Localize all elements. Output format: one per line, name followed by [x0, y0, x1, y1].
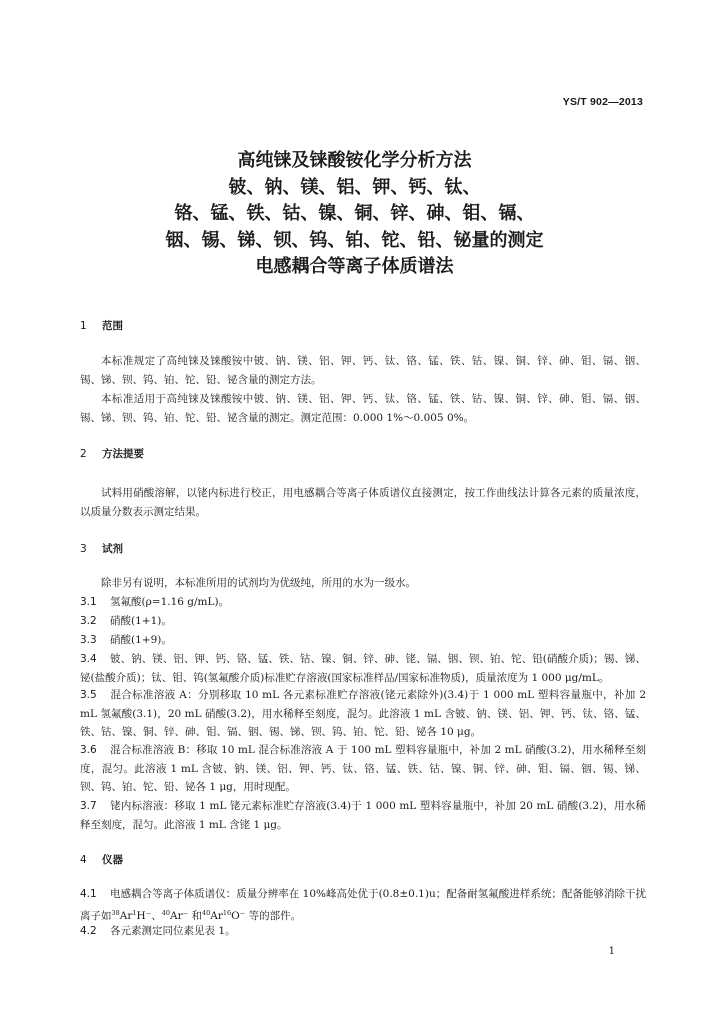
- item-text: 硝酸(1+1)。: [110, 615, 172, 627]
- item-text: Ar: [119, 909, 133, 922]
- item-text: 铑内标溶液：移取 1 mL 铑元素标准贮存溶液(3.4)于 1 000 mL 塑料容量瓶中，补加 20 mL 硝酸(3.2)，用水稀释至刻度，混匀。此溶液 1 mL 含铑 1 μg。: [80, 800, 646, 831]
- item-number: 4.2: [80, 925, 97, 937]
- title-line: 铬、锰、铁、钴、镍、铜、锌、砷、钼、镉、: [174, 203, 535, 224]
- list-item: [80, 612, 646, 631]
- isotope-mass: 40: [161, 908, 171, 917]
- page-number: 1: [608, 946, 615, 957]
- title-line: 铟、锡、锑、钡、钨、铂、铊、铅、铋量的测定: [165, 229, 544, 251]
- item-number: 3.4: [80, 653, 97, 665]
- section-2-para-1: 试料用硝酸溶解，以铑内标进行校正，用电感耦合等离子体质谱仪直接测定，按工作曲线法计算各元素的质量浓度，以质量分数表示测定结果。: [80, 487, 646, 518]
- isotope-mass: 1: [132, 908, 137, 917]
- item-text: Ar⁻ 和: [170, 909, 202, 922]
- item-number: 3.5: [80, 689, 97, 701]
- list-item: [80, 631, 646, 650]
- item-text: 混合标准溶液 A：分别移取 10 mL 各元素标准贮存溶液(铑元素除外)(3.4)于 1 000 mL 塑料容量瓶中，补加 2 mL 氢氟酸(3.1)，20 mL 硝酸(3.2)，用水稀释至刻度，混匀。此溶液 1 mL 含铍、钠、镁、铝、钾、钙、钛、铬、锰、铁、钴、镍、铜、锌、砷、钼、镉、铟、锡、锑、钡、钨、铂、铊、铅、铋各 10 μg。: [80, 689, 646, 738]
- list-item: [80, 686, 646, 742]
- item-text: O⁻ 等的部件。: [231, 909, 302, 922]
- item-number: 3.2: [80, 615, 97, 627]
- section-2-heading: [80, 446, 144, 461]
- item-text: 各元素测定同位素见表 1。: [110, 925, 236, 937]
- isotope-mass: 38: [111, 908, 120, 917]
- item-text: 硝酸(1+9)。: [110, 634, 172, 646]
- title-line: 电感耦合等离子体质谱法: [255, 256, 454, 277]
- section-3-heading: [80, 541, 123, 556]
- item-text: H⁻、: [136, 909, 162, 922]
- section-title: 范围: [102, 320, 123, 332]
- section-1-heading: [80, 318, 123, 333]
- document-title: [0, 148, 709, 281]
- list-item: [80, 922, 646, 941]
- standard-code: YS/T 902—2013: [562, 96, 643, 108]
- title-line: 高纯铼及铼酸铵化学分析方法: [237, 150, 472, 171]
- item-number: 3.1: [80, 596, 97, 608]
- section-4-heading: [80, 852, 123, 867]
- list-item: [80, 797, 646, 834]
- list-item: [80, 741, 646, 797]
- list-item: [80, 593, 646, 612]
- isotope-mass: 16: [222, 908, 232, 917]
- section-title: 试剂: [102, 543, 123, 555]
- section-number: 2: [80, 448, 87, 460]
- list-item: [80, 885, 646, 925]
- section-number: 3: [80, 543, 87, 555]
- item-text: Ar: [210, 909, 223, 922]
- section-title: 方法提要: [102, 448, 144, 460]
- item-text: 混合标准溶液 B：移取 10 mL 混合标准溶液 A 于 100 mL 塑料容量瓶中，补加 2 mL 硝酸(3.2)，用水稀释至刻度，混匀。此溶液 1 mL 含铍、钠、镁、铝、钾、钙、钛、铬、锰、铁、钴、镍、铜、锌、砷、钼、镉、铟、锡、锑、钡、钨、铂、铊、铅、铋各 1 μg，用时现配。: [80, 744, 646, 793]
- section-1-para-1: 本标准规定了高纯铼及铼酸铵中铍、钠、镁、铝、钾、钙、钛、铬、锰、铁、钴、镍、铜、锌、砷、钼、镉、铟、锡、锑、钡、钨、铂、铊、铅、铋含量的测定方法。: [80, 355, 646, 386]
- item-text: 电感耦合等离子体质谱仪：质量分辨率在 10%峰高处优于(0.8±0.1)u；配备耐氢氟酸进样系统；配备能够消除干扰离子如: [80, 888, 646, 922]
- item-number: 3.3: [80, 634, 97, 646]
- section-number: 4: [80, 854, 87, 866]
- item-text: 氢氟酸(ρ=1.16 g/mL)。: [110, 596, 230, 608]
- item-text: 铍、钠、镁、铝、钾、钙、铬、锰、铁、钴、镍、铜、锌、砷、铑、镉、铟、钡、铂、铊、铅(硝酸介质)；锡、锑、铋(盐酸介质)；钛、钼、钨(氢氟酸介质)标准贮存溶液(国家标准样品/国家标准物质)，质量浓度为 1 000 μg/mL。: [80, 653, 646, 684]
- isotope-mass: 40: [202, 908, 211, 917]
- title-line: 铍、钠、镁、铝、钾、钙、钛、: [228, 176, 481, 198]
- list-item: [80, 650, 646, 687]
- item-number: 3.7: [80, 800, 97, 812]
- section-3-intro: 除非另有说明，本标准所用的试剂均为优级纯，所用的水为一级水。: [101, 577, 416, 589]
- item-number: 4.1: [80, 888, 97, 900]
- section-title: 仪器: [102, 854, 123, 866]
- section-number: 1: [80, 320, 87, 332]
- item-number: 3.6: [80, 744, 97, 756]
- section-1-para-2: 本标准适用于高纯铼及铼酸铵中铍、钠、镁、铝、钾、钙、钛、铬、锰、铁、钴、镍、铜、锌、砷、钼、镉、铟、锡、锑、钡、钨、铂、铊、铅、铋含量的测定。测定范围：0.000 1%～0.005 0%。: [80, 393, 646, 424]
